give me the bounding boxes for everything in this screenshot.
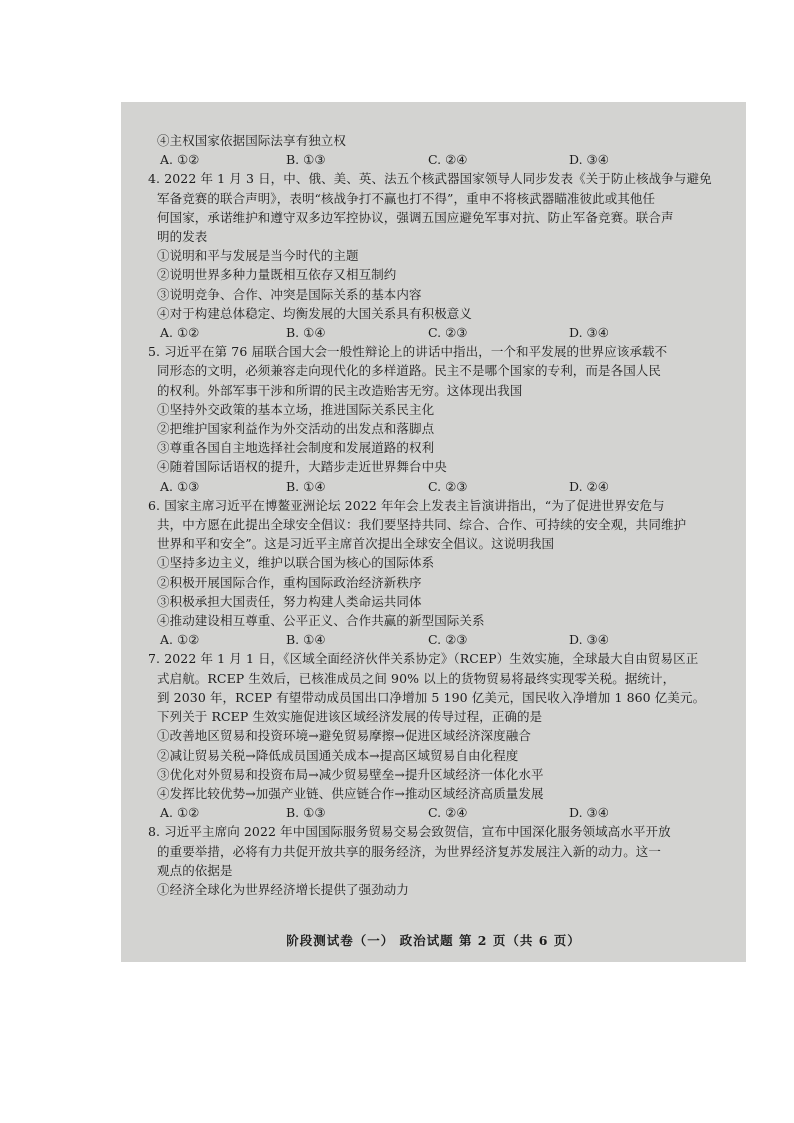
answer-choices — [160, 630, 726, 649]
choice-c: C. ②③ — [428, 325, 468, 341]
answer-choices — [160, 150, 726, 169]
choice-a: A. ①③ — [160, 478, 200, 494]
question-4-stem: 明的发表 — [157, 229, 208, 245]
option-item: ③积极承担大国责任，努力构建人类命运共同体 — [157, 593, 422, 609]
option-item: ①坚持多边主义，维护以联合国为核心的国际体系 — [157, 555, 435, 571]
choice-b: B. ①③ — [286, 152, 326, 168]
option-item: ③优化对外贸易和投资布局→减少贸易壁垒→提升区域经济一体化水平 — [157, 766, 544, 782]
choice-b: B. ①④ — [286, 632, 326, 648]
choice-c: C. ②③ — [428, 478, 468, 494]
question-7-stem: 下列关于 RCEP 生效实施促进该区域经济发展的传导过程，正确的是 — [157, 709, 543, 725]
choice-c: C. ②④ — [428, 152, 468, 168]
answer-choices — [160, 803, 726, 822]
option-item: ①说明和平与发展是当今时代的主题 — [157, 248, 359, 264]
answer-choices — [160, 477, 726, 496]
question-5-stem: 的权利。外部军事干涉和所谓的民主改造贻害无穷。这体现出我国 — [157, 382, 523, 398]
answer-choices — [160, 323, 726, 342]
choice-c: C. ②③ — [428, 632, 468, 648]
choice-b: B. ①④ — [286, 478, 326, 494]
question-7-stem: 式启航。RCEP 生效后，已核准成员之间 90% 以上的货物贸易将最终实现零关税。据统计， — [157, 670, 676, 686]
question-6-stem: 共，中方愿在此提出全球安全倡议：我们要坚持共同、综合、合作、可持续的安全观，共同维护 — [157, 517, 687, 533]
option-item: ②积极开展国际合作，重构国际政治经济新秩序 — [157, 574, 422, 590]
question-4-stem: 何国家，承诺维护和遵守双多边军控协议，强调五国应避免军事对抗、防止军备竞赛。联合声 — [157, 209, 674, 225]
choice-a: A. ①② — [160, 152, 200, 168]
choice-d: D. ③④ — [569, 805, 609, 821]
choice-b: B. ①④ — [286, 325, 326, 341]
question-8-stem: 的重要举措，必将有力共促开放共享的服务经济，为世界经济复苏发展注入新的动力。这一 — [157, 843, 662, 859]
option-item: ①改善地区贸易和投资环境→避免贸易摩擦→促进区域经济深度融合 — [157, 728, 531, 744]
choice-a: A. ①② — [160, 325, 200, 341]
question-4-stem: 4. 2022 年 1 月 3 日，中、俄、美、英、法五个核武器国家领导人同步发表《关于防止核战争与避免 — [148, 171, 712, 187]
choice-a: A. ①② — [160, 632, 200, 648]
question-7-stem: 7. 2022 年 1 月 1 日，《区域全面经济伙伴关系协定》（RCEP）生效实施，全球最大自由贸易区正 — [148, 651, 699, 667]
option-item: ②把维护国家利益作为外交活动的出发点和落脚点 — [157, 421, 435, 437]
option-item: ①经济全球化为世界经济增长提供了强劲动力 — [157, 881, 410, 897]
choice-d: D. ③④ — [569, 325, 609, 341]
choice-d: D. ③④ — [569, 632, 609, 648]
option-item: ①坚持外交政策的基本立场，推进国际关系民主化 — [157, 401, 435, 417]
question-6-stem: 6. 国家主席习近平在博鳌亚洲论坛 2022 年年会上发表主旨演讲指出，“为了促进世界安危与 — [148, 497, 665, 513]
choice-c: C. ②④ — [428, 805, 468, 821]
choice-b: B. ①③ — [286, 805, 326, 821]
question-5-stem: 同形态的文明，必须兼容走向现代化的多样道路。民主不是哪个国家的专利，而是各国人民 — [157, 363, 662, 379]
question-5-stem: 5. 习近平在第 76 届联合国大会一般性辩论上的讲话中指出，一个和平发展的世界应该承载不 — [148, 344, 668, 360]
option-item: ④发挥比较优势→加强产业链、供应链合作→推动区域经济高质量发展 — [157, 785, 544, 801]
choice-d: D. ②④ — [569, 478, 609, 494]
option-item: ④随着国际话语权的提升，大踏步走近世界舞台中央 — [157, 459, 447, 475]
option-item: ④主权国家依据国际法享有独立权 — [157, 133, 347, 148]
option-item: ③尊重各国自主地选择社会制度和发展道路的权利 — [157, 440, 435, 456]
question-8-stem: 观点的依据是 — [157, 862, 233, 878]
page-footer: 阶段测试卷（一） 政治试题 第 2 页（共 6 页） — [286, 933, 581, 948]
option-item: ④对于构建总体稳定、均衡发展的大国关系具有积极意义 — [157, 305, 473, 321]
option-item: ④推动建设相互尊重、公平正义、合作共赢的新型国际关系 — [157, 613, 485, 629]
question-8-stem: 8. 习近平主席向 2022 年中国国际服务贸易交易会致贺信，宣布中国深化服务领域高水平开放 — [148, 824, 671, 840]
choice-d: D. ③④ — [569, 152, 609, 168]
option-item: ③说明竞争、合作、冲突是国际关系的基本内容 — [157, 286, 422, 302]
exam-page — [121, 102, 746, 962]
option-item: ②减让贸易关税→降低成员国通关成本→提高区域贸易自由化程度 — [157, 747, 519, 763]
question-4-stem: 军备竞赛的联合声明》，表明“核战争打不赢也打不得”，重申不将核武器瞄准彼此或其他任 — [157, 190, 656, 206]
option-item: ②说明世界多种力量既相互依存又相互制约 — [157, 267, 397, 283]
question-6-stem: 世界和平和安全”。这是习近平主席首次提出全球安全倡议。这说明我国 — [157, 536, 555, 552]
question-7-stem: 到 2030 年，RCEP 有望带动成员国出口净增加 5 190 亿美元，国民收入净增加 1 860 亿美元。 — [157, 689, 706, 705]
choice-a: A. ①② — [160, 805, 200, 821]
